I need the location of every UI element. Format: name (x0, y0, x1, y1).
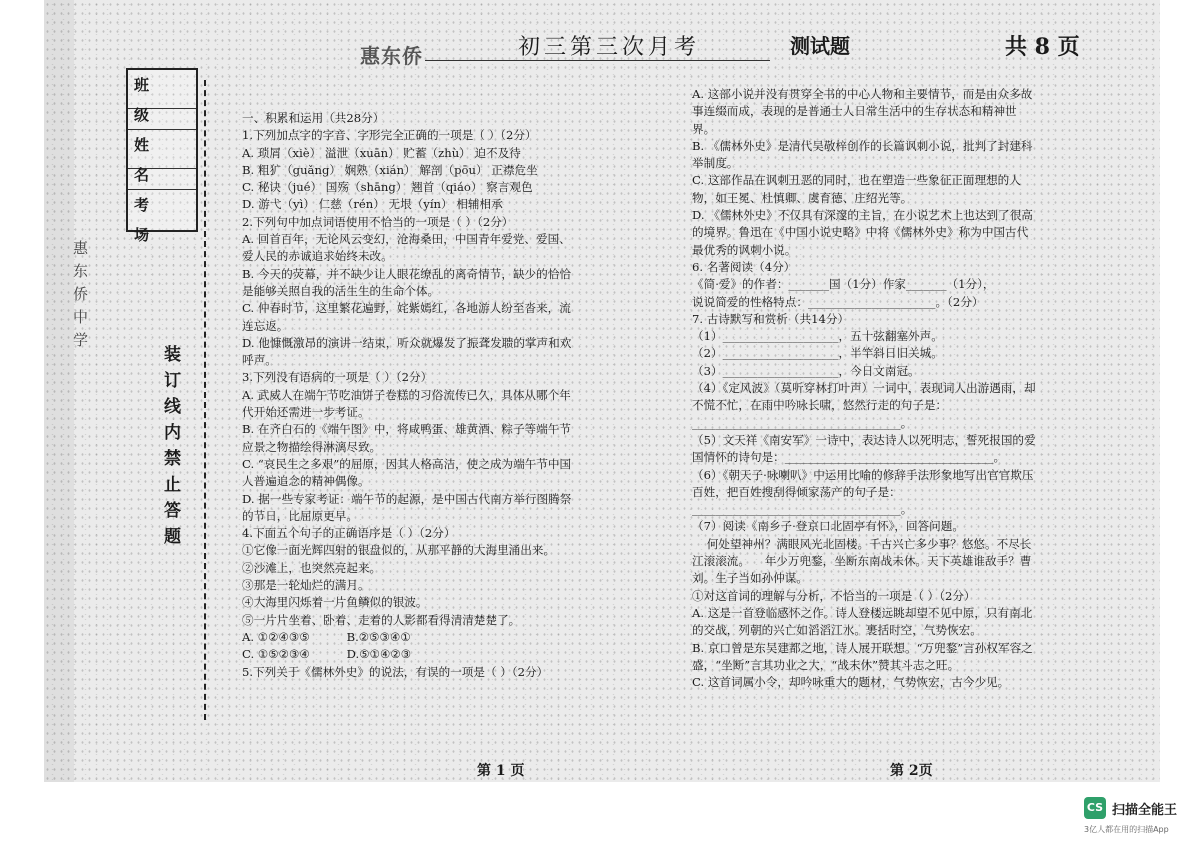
question-line: ①它像一面光辉四射的银盘似的，从那平静的大海里涌出来。 (242, 543, 556, 558)
question-line: （1）____________________，五十弦翻塞外声。 (692, 329, 943, 344)
question-line: C. 仲春时节，这里繁花遍野，姹紫嫣红，各地游人纷至沓来，流连忘返。 (242, 301, 571, 333)
question-line: A. 这是一首登临感怀之作。诗人登楼远眺却望不见中原，只有南北的交战，列朝的兴亡如滔滔江水。裹括时空，气势恢宏。 (692, 605, 1033, 638)
watermark-tagline: 3亿人都在用的扫描App (1084, 825, 1169, 834)
left-question-column (242, 110, 582, 681)
question-line: 7. 古诗默写和赏析（共14分） (692, 311, 850, 326)
question-line: C. ①⑤②③④ D.⑤①④②③ (242, 647, 412, 662)
binding-strip (44, 0, 74, 782)
question-line: A. 武威人在端午节吃油饼子卷糕的习俗流传已久，具体从哪个年代开始还需进一步考证。 (242, 387, 571, 420)
school-name: 惠东侨 (360, 44, 423, 68)
question-line: A. 这部小说并没有贯穿全书的中心人物和主要情节，而是由众多故事连缀而成，表现的是普通士人日常生活中的生存状态和精神世界。 (692, 87, 1033, 136)
question-line: B. 今天的荧幕，并不缺少让人眼花缭乱的离奇情节，缺少的恰恰是能够关照自我的活生生的生命个体。 (242, 266, 571, 298)
exam-subtitle: 测试题 (790, 34, 850, 58)
class-field-label: 班 级 (128, 70, 196, 109)
question-line: ④大海里闪烁着一片鱼鳞似的银波。 (242, 595, 428, 610)
question-line: （2）____________________，半竿斜日旧关城。 (692, 346, 943, 361)
question-line: A. ①②④③⑤ B.②⑤③④① (242, 629, 411, 644)
question-line: （5）文天祥《南安军》一诗中，表达诗人以死明志，誓死报国的爱国情怀的诗句是：____________________________________。 (692, 432, 1036, 465)
question-line: C. 秘诀（jué） 国殇（shāng） 翘首（qiáo） 察言观色 (242, 180, 533, 195)
question-line: B. 《儒林外史》是清代吴敬梓创作的长篇讽刺小说，批判了封建科举制度。 (692, 138, 1033, 171)
question-line: C. “哀民生之多艰”的屈原，因其人格高洁，使之成为端午节中国人普遍追念的精神偶像。 (242, 456, 572, 489)
scanner-watermark (1084, 797, 1177, 819)
question-line: D. 《儒林外史》不仅具有深邃的主旨，在小说艺术上也达到了很高的境界。鲁迅在《中国小说史略》中将《儒林外史》称为中国古代最优秀的讽刺小说。 (692, 208, 1033, 257)
question-line: 说说简爱的性格特点：______________________。（2分） (692, 294, 984, 309)
right-question-column (692, 86, 1037, 691)
question-line: D. 他慷慨激昂的演讲一结束，听众就爆发了振聋发聩的掌声和欢呼声。 (242, 335, 572, 368)
page-number-left: 第 1 页 (477, 763, 525, 779)
binding-cut-line (204, 80, 206, 720)
camscanner-logo-icon: CS (1084, 797, 1106, 819)
question-line: B. 在齐白石的《端午图》中，将咸鸭蛋、雄黄酒、粽子等端午节应景之物描绘得淋漓尽致。 (242, 422, 571, 454)
question-line: （6）《朝天子·咏喇叭》中运用比喻的修辞手法形象地写出官官欺压百姓，把百姓搜刮得倾家荡产的句子是：____________________________________。 (692, 467, 1034, 517)
question-line: B. 粗犷（guǎng） 娴熟（xián） 解剖（pōu） 正襟危坐 (242, 162, 538, 177)
question-line: 《简·爱》的作者：_______国（1分）作家_______（1分）， (692, 277, 995, 292)
question-line: 3.下列没有语病的一项是（ ）（2分） (242, 370, 433, 385)
question-line: 6. 名著阅读（4分） (692, 259, 796, 274)
name-field-label: 姓 名 (128, 130, 196, 169)
question-line: 1.下列加点字的字音、字形完全正确的一项是（ ）（2分） (242, 128, 537, 143)
total-pages: 共 8 页 (1005, 34, 1080, 60)
binding-notice: 装订线内禁止答题 (160, 345, 180, 553)
question-line: D. 游弋（yì） 仁慈（rén） 无垠（yín） 相辅相承 (242, 197, 503, 212)
side-school-text: 惠东侨中学 (71, 240, 89, 355)
room-field-label: 考 场 (134, 196, 164, 244)
question-line: C. 这部作品在讽刺丑恶的同时，也在塑造一些象征正面理想的人物，如王冕、杜慎卿、虞育德、庄绍光等。 (692, 173, 1021, 205)
question-line: ③那是一轮灿烂的满月。 (242, 578, 370, 593)
question-line: 4.下面五个句子的正确语序是（ ）（2分） (242, 526, 456, 541)
question-line: 何处望神州？满眼风光北固楼。千古兴亡多少事？悠悠。不尽长江滚滚流。 年少万兜鍪，坐断东南战未休。天下英雄谁敌手？曹刘。生子当如孙仲谋。 (692, 536, 1032, 586)
question-line: 一、积累和运用（共28分） (242, 111, 385, 125)
question-line: （3）____________________，今日文南冠。 (692, 363, 920, 378)
question-line: A. 回首百年，无论风云变幻，沧海桑田，中国青年爱党、爱国、爱人民的赤诚追求始终未改。 (242, 232, 571, 264)
question-line: （4）《定风波》（莫听穿林打叶声）一词中，表现词人出游遇雨，却不慌不忙，在雨中吟咏长啸，悠然行走的句子是：____________________________________。 (692, 381, 1036, 430)
question-line: 5.下列关于《儒林外史》的说法，有误的一项是（ ）（2分） (242, 664, 549, 679)
question-line: ⑤一片片坐着、卧着、走着的人影都看得清清楚楚了。 (242, 612, 521, 627)
question-line: C. 这首词属小令，却吟咏重大的题材，气势恢宏，古今少见。 (692, 675, 1010, 690)
watermark-brand-name: 扫描全能王 (1112, 802, 1178, 818)
question-line: （7）阅读《南乡子·登京口北固亭有怀》，回答问题。 (692, 519, 964, 534)
question-line: ②沙滩上，也突然亮起来。 (242, 560, 382, 575)
title-underline (425, 60, 770, 61)
question-line: A. 琐屑（xiè） 溢泄（xuān） 贮蓄（zhù） 迫不及待 (242, 145, 521, 160)
question-line: B. 京口曾是东吴建都之地，诗人展开联想。“万兜鍪”言孙权军容之盛，“坐断”言其功业之大，“战未休”赞其斗志之旺。 (692, 640, 1033, 672)
question-line: D. 据一些专家考证：端午节的起源，是中国古代南方举行图腾祭的节日，比屈原更早。 (242, 491, 572, 523)
student-info-box (126, 68, 198, 244)
question-line: 2.下列句中加点词语使用不恰当的一项是（ ）（2分） (242, 214, 514, 229)
exam-title: 初三第三次月考 (518, 35, 701, 60)
page-number-right: 第 2页 (890, 763, 933, 779)
question-line: ①对这首词的理解与分析，不恰当的一项是（ ）（2分） (692, 588, 976, 603)
